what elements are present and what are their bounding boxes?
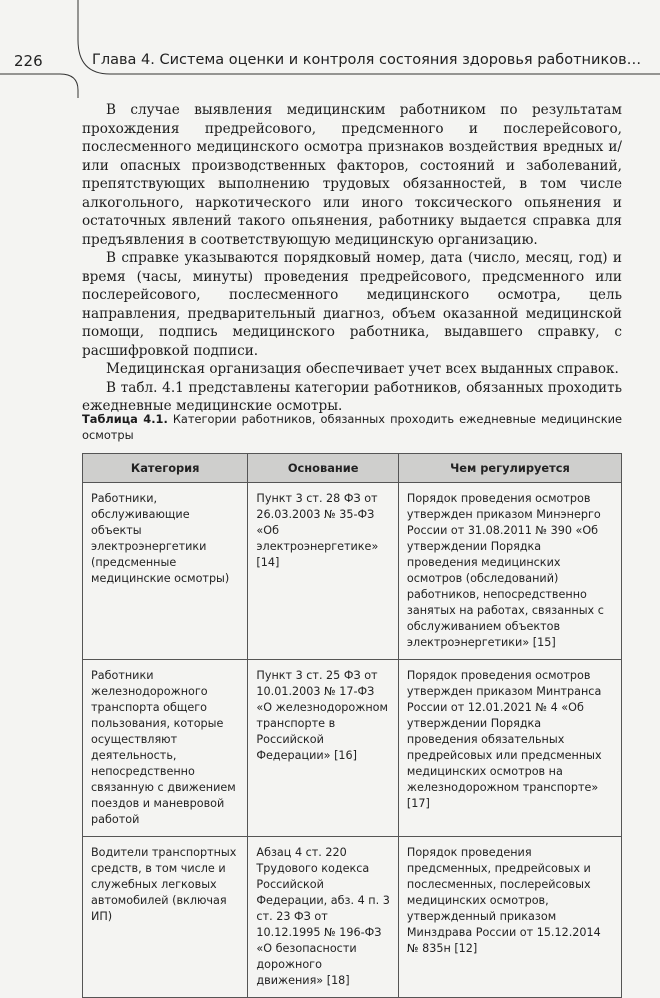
- page-number: 226: [14, 52, 43, 70]
- table-caption: [82, 411, 622, 443]
- cell-regulation: Порядок проведения осмотров утвержден приказом Минэнерго России от 31.08.2011 № 390 «Об утверждении Порядка проведения медицинских осмотров (обследований) работников, непосредственно занятых на работах, связанных с обслуживанием объектов электроэнергетики» [15]: [398, 483, 621, 660]
- cell-basis: Пункт 3 ст. 25 ФЗ от 10.01.2003 № 17-ФЗ «О железнодорожном транспорте в Российской Федерации» [16]: [248, 660, 398, 837]
- cell-category: Работники, обслуживающие объекты электроэнергетики (предсменные медицинские осмотры): [83, 483, 248, 660]
- cell-category: Водители транспортных средств, в том числе и служебных легковых автомобилей (включая ИП): [83, 837, 248, 998]
- table-row: [83, 660, 622, 837]
- table-row: [83, 837, 622, 998]
- cell-basis: Пункт 3 ст. 28 ФЗ от 26.03.2003 № 35-ФЗ «Об электроэнергетике» [14]: [248, 483, 398, 660]
- cell-basis: Абзац 4 ст. 220 Трудового кодекса Российской Федерации, абз. 4 п. 3 ст. 23 ФЗ от 10.12.1995 № 196-ФЗ «О безопасности дорожного движения» [18]: [248, 837, 398, 998]
- paragraph: В справке указываются порядковый номер, дата (число, месяц, год) и время (часы, минуты) проведения предрейсового, предсменного или послерейсового, послесменного медицинского осмотра, цель направления, предварительный диагноз, объем оказанной медицинской помощи, подпись медицинского работника, выдавшего справку, с расшифровкой подписи.: [82, 250, 622, 359]
- paragraph: Медицинская организация обеспечивает учет всех выданных справок.: [106, 361, 619, 377]
- column-header-basis: Основание: [248, 454, 398, 483]
- cell-category: Работники железнодорожного транспорта общего пользования, которые осуществляют деятельность, непосредственно связанную с движением поездов и маневровой работой: [83, 660, 248, 837]
- column-header-regulation: Чем регулируется: [398, 454, 621, 483]
- categories-table: [82, 453, 622, 998]
- cell-regulation: Порядок проведения осмотров утвержден приказом Минтранса России от 12.01.2021 № 4 «Об утверждении Порядка проведения обязательных предрейсовых или предсменных медицинских осмотров на железнодорожном транспорте» [17]: [398, 660, 621, 837]
- column-header-category: Категория: [83, 454, 248, 483]
- cell-regulation: Порядок проведения предсменных, предрейсовых и послесменных, послерейсовых медицинских осмотров, утвержденный приказом Минздрава России от 15.12.2014 № 835н [12]: [398, 837, 621, 998]
- body-text: [82, 101, 622, 416]
- paragraph: В табл. 4.1 представлены категории работников, обязанных проходить ежедневные медицинские осмотры.: [82, 379, 622, 414]
- table-header-row: [83, 454, 622, 483]
- table-row: [83, 483, 622, 660]
- chapter-title: Глава 4. Система оценки и контроля состояния здоровья работников…: [92, 52, 642, 68]
- header-rule-decoration: [0, 0, 660, 98]
- table-caption-label: Таблица 4.1.: [82, 412, 168, 426]
- page-header: [0, 0, 660, 98]
- table-caption-text: Категории работников, обязанных проходить ежедневные медицинские осмотры: [82, 412, 622, 442]
- paragraph: В случае выявления медицинским работником по результатам прохождения предрейсового, предсменного и послерейсового, послесменного медицинского осмотра признаков воздействия вредных и/или опасных производственных факторов, состояний и заболеваний, препятствующих выполнению трудовых обязанностей, в том числе алкогольного, наркотического или иного токсического опьянения и остаточных явлений такого опьянения, работнику выдается справка для предъявления в соответствующую медицинскую организацию.: [82, 102, 622, 248]
